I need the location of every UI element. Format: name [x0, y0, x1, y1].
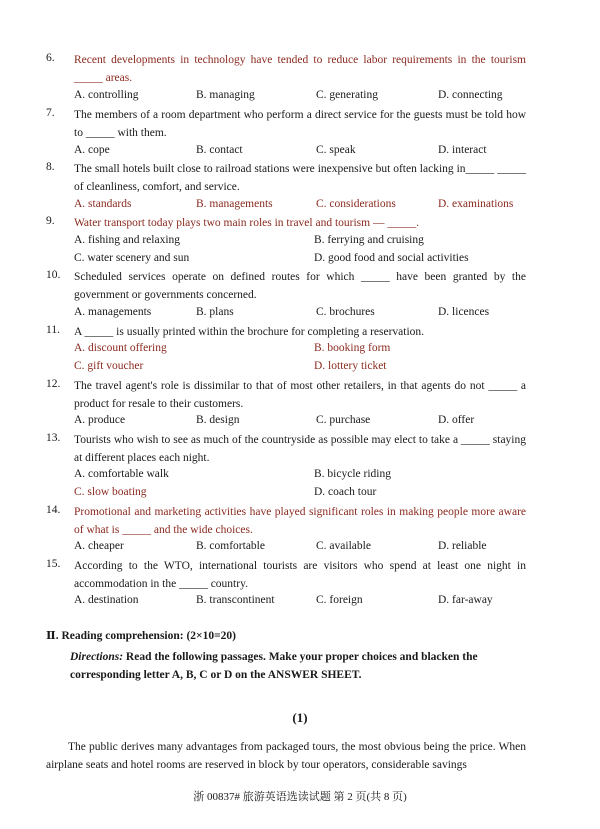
option-d: D. connecting — [438, 89, 503, 101]
section-directions — [70, 648, 526, 684]
question-stem: The small hotels built close to railroad stations were inexpensive but often lacking in_____ _____ of cleanliness, comfort, and service. — [74, 163, 526, 193]
option-c: C. foreign — [316, 594, 363, 606]
options-row — [74, 252, 534, 269]
section-title: Ⅱ. Reading comprehension: (2×10=20) — [46, 630, 236, 642]
option-b: B. contact — [196, 144, 243, 156]
option-a: A. produce — [74, 414, 126, 426]
question-stem: The travel agent's role is dissimilar to that of most other retailers, in that agents do not _____ a product for resale to their customers. — [74, 380, 526, 410]
question-number: 10. — [46, 269, 61, 281]
options-row — [74, 414, 534, 431]
option-c: C. considerations — [316, 198, 396, 210]
option-c: C. gift voucher — [74, 360, 144, 372]
directions-label: Directions: — [70, 651, 124, 663]
question-number: 14. — [46, 504, 61, 516]
passage-number: (1) — [292, 710, 308, 725]
option-a: A. managements — [74, 306, 152, 318]
option-b: B. transcontinent — [196, 594, 275, 606]
options-row — [74, 144, 534, 161]
question-number: 6. — [46, 52, 55, 64]
options-row — [74, 234, 534, 251]
option-c: C. available — [316, 540, 371, 552]
question-stem: A _____ is usually printed within the brochure for completing a reservation. — [74, 326, 425, 338]
question-number: 7. — [46, 107, 55, 119]
passage-text: The public derives many advantages from packaged tours, the most obvious being the price. When airplane seats and hotel rooms are reserved in block by tour operators, considerable savings — [46, 741, 526, 771]
option-d: D. offer — [438, 414, 475, 426]
option-b: B. design — [196, 414, 240, 426]
option-a: A. destination — [74, 594, 139, 606]
page-footer: 浙 00837# 旅游英语选读试题 第 2 页(共 8 页) — [193, 791, 407, 803]
question-number: 13. — [46, 432, 61, 444]
option-a: A. cope — [74, 144, 110, 156]
option-b: B. plans — [196, 306, 234, 318]
option-c: C. speak — [316, 144, 356, 156]
option-b: B. ferrying and cruising — [314, 234, 424, 246]
question-stem: Scheduled services operate on defined routes for which _____ have been granted by the government or governments concerned. — [74, 271, 526, 301]
question-stem: According to the WTO, international tourists are visitors who spend at least one night in accommodation in the _____ country. — [74, 560, 526, 590]
option-a: A. standards — [74, 198, 132, 210]
option-a: A. discount offering — [74, 342, 167, 354]
option-c: C. brochures — [316, 306, 375, 318]
option-d: D. interact — [438, 144, 487, 156]
question-stem: Recent developments in technology have tended to reduce labor requirements in the tourism _____ areas. — [74, 54, 526, 84]
options-row — [74, 89, 534, 106]
option-b: B. comfortable — [196, 540, 265, 552]
options-row — [74, 306, 534, 323]
option-a: A. controlling — [74, 89, 139, 101]
option-a: A. fishing and relaxing — [74, 234, 181, 246]
question-stem: The members of a room department who perform a direct service for the guests must be told how to _____ with them. — [74, 109, 526, 139]
options-row — [74, 468, 534, 485]
option-a: A. cheaper — [74, 540, 124, 552]
option-b: B. managing — [196, 89, 255, 101]
option-d: D. coach tour — [314, 486, 377, 498]
option-d: D. examinations — [438, 198, 514, 210]
options-row — [74, 342, 534, 359]
option-c: C. generating — [316, 89, 378, 101]
question-stem: Promotional and marketing activities have played significant roles in making people more aware of what is _____ and the wide choices. — [74, 506, 526, 536]
option-d: D. reliable — [438, 540, 487, 552]
option-d: D. lottery ticket — [314, 360, 387, 372]
options-row — [74, 486, 534, 503]
option-b: B. booking form — [314, 342, 391, 354]
question-stem: Water transport today plays two main roles in travel and tourism — _____. — [74, 217, 419, 229]
question-number: 15. — [46, 558, 61, 570]
option-c: C. water scenery and sun — [74, 252, 190, 264]
options-row — [74, 198, 534, 215]
option-d: D. good food and social activities — [314, 252, 469, 264]
options-row — [74, 360, 534, 377]
question-number: 11. — [46, 324, 60, 336]
question-number: 9. — [46, 215, 55, 227]
option-a: A. comfortable walk — [74, 468, 169, 480]
option-c: C. purchase — [316, 414, 371, 426]
question-number: 12. — [46, 378, 61, 390]
option-b: B. managements — [196, 198, 273, 210]
option-b: B. bicycle riding — [314, 468, 391, 480]
question-number: 8. — [46, 161, 55, 173]
options-row — [74, 594, 534, 611]
option-c: C. slow boating — [74, 486, 147, 498]
option-d: D. licences — [438, 306, 490, 318]
options-row — [74, 540, 534, 557]
question-stem: Tourists who wish to see as much of the countryside as possible may elect to take a _____ staying at different places each night. — [74, 434, 526, 464]
directions-text: Read the following passages. Make your proper choices and blacken the corresponding letter A, B, C or D on the ANSWER SHEET. — [70, 651, 478, 681]
option-d: D. far-away — [438, 594, 493, 606]
